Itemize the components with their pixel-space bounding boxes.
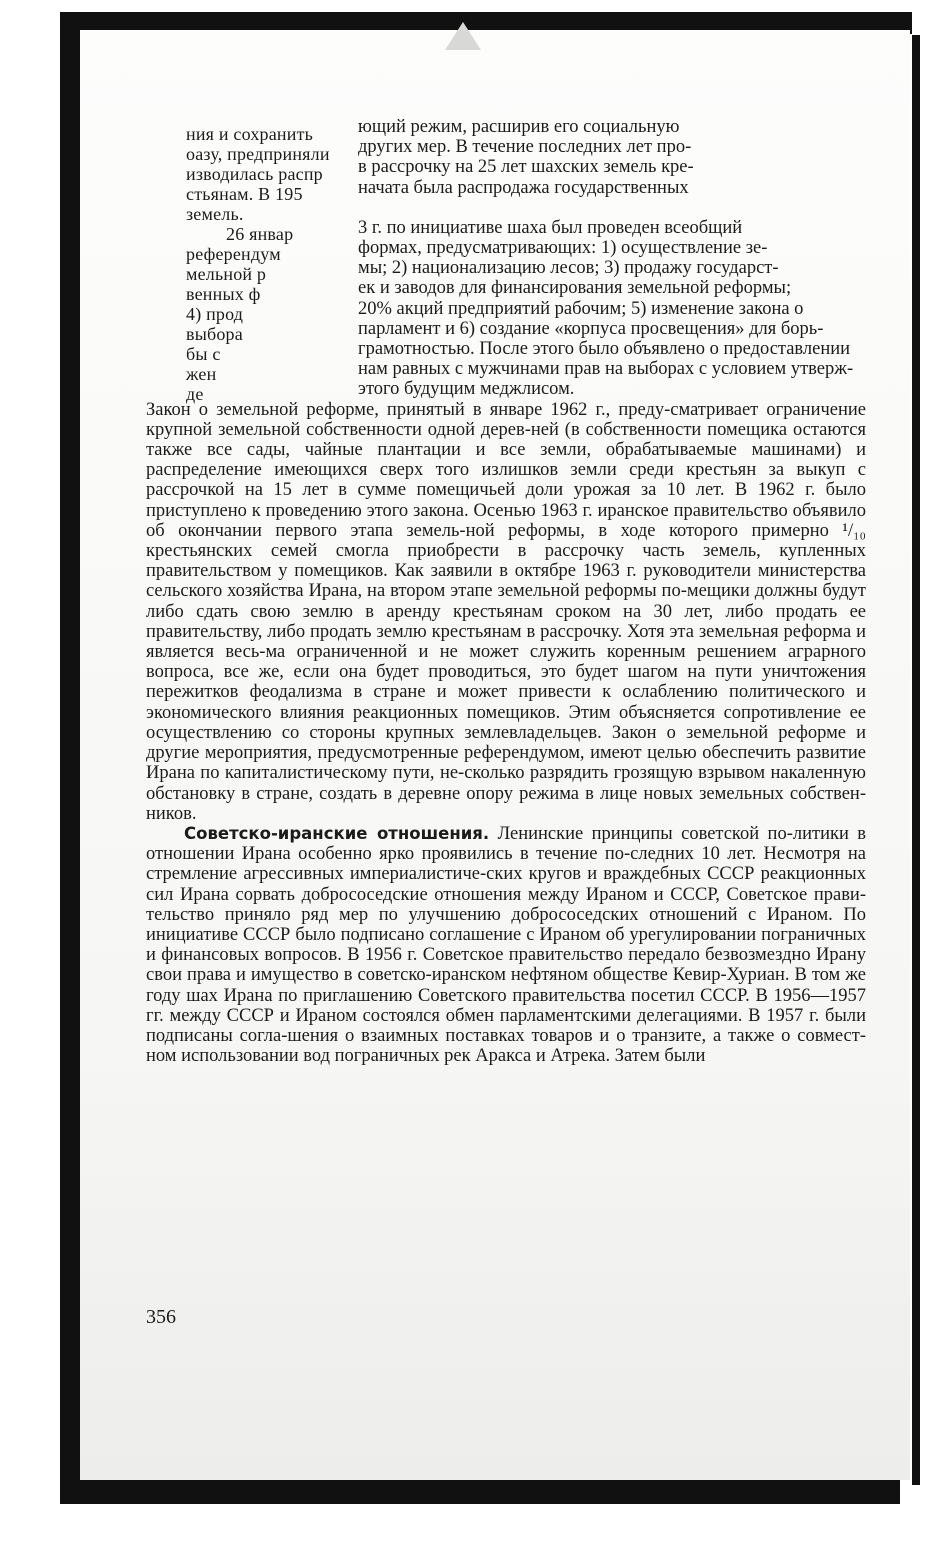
fragment-line: стьянам. В 195 bbox=[186, 184, 303, 204]
section-heading: Советско-иранские отношения. bbox=[184, 823, 490, 843]
text-line: 3 г. по инициативе шаха был проведен всеобщий bbox=[358, 217, 743, 238]
paragraph-body: Ленинские принципы советской по-литики в отношении Ирана особенно ярко проявились в течение по-следних 10 лет. Несмотря на стремление агрессивных империалистиче-ских кругов и враждебных СССР реакционных сил Ирана сорвать добрососедские отношения между Ираном и СССР, Советское прави-тельство приняло ряд мер по улучшению добрососедских отношений с Ираном. По инициативе СССР было подписано соглашение с Ираном об урегулировании пограничных и финансовых вопросов. В 1956 г. Советское правительство передало безвозмездно Ирану свои права и имущество в советско-иранском нефтяном обществе Кевир-Хуриан. В том же году шах Ирана по приглашению Советского правительства посетил СССР. В 1956—1957 гг. между СССР и Ираном состоялся обмен парламентскими делегациями. В 1957 г. были подписаны согла-шения о взаимных поставках товаров и о транзите, а также о совмест-ном использовании вод пограничных рек Аракса и Атрека. Затем были bbox=[146, 823, 866, 1067]
fragment-line: изводилась распр bbox=[186, 164, 323, 184]
fragment-line: бы с bbox=[186, 344, 221, 364]
fragment-line: ния и сохранить bbox=[186, 124, 314, 144]
scan-border-right bbox=[912, 35, 920, 1485]
fragment-line: референдум bbox=[186, 244, 281, 264]
text-line: этого будущим меджлисом. bbox=[358, 379, 575, 400]
fragment-line: мельной р bbox=[186, 264, 267, 284]
paragraph-land-reform: Закон о земельной реформе, принятый в январе 1962 г., преду-сматривает ограничение крупной земельной собственности одной дерев-ней (в собственности помещика остаются также все сады, чайные плантации и все земли, обрабатываемые машинами) и распределение имеющихся сверх того излишков земли среди крестьян за выкуп с рассрочкой на 15 лет в сумме помещичьей доли урожая за 10 лет. В 1962 г. было приступлено к проведению этого закона. Осенью 1963 г. иранское правительство объявило об окончании первого этапа земель-ной реформы, в ходе которого примерно ¹/₁₀ крестьянских семей смогла приобрести в рассрочку часть земель, купленных правительством у помещиков. Как заявили в октябре 1963 г. руководители министерства сельского хозяйства Ирана, на втором этапе земельной реформы по-мещики должны будут либо сдать свою землю в аренду крестьянам сроком на 30 лет, либо продать ее правительству, либо продать землю крестьянам в рассрочку. Хотя эта земельная реформа и является весь-ма ограниченной и не может служить коренным решением аграрного вопроса, все же, если она будет проводиться, это будет шагом на пути уничтожения пережитков феодализма в стране и может привести к ослаблению политического и экономического влияния реакционных помещиков. Этим объясняется сопротивление ее осуществлению со стороны крупных землевладельцев. Закон о земельной реформе и другие мероприятия, предусмотренные референдумом, имеют целью обеспечить развитие Ирана по капиталистическому пути, не-сколько разрядить грозящую взрывом накаленную обстановку в стране, создать в деревне опору режима в лице новых земельных собствен-ников. bbox=[146, 399, 866, 824]
body-text bbox=[146, 117, 866, 1066]
text-line: формах, предусматривающих: 1) осуществление зе- bbox=[358, 238, 768, 259]
text-line: других мер. В течение последних лет про- bbox=[358, 137, 692, 158]
text-line: ющий режим, расширив его социальную bbox=[358, 117, 680, 137]
fragment-line: де bbox=[186, 384, 204, 404]
fragment-line: выбора bbox=[186, 324, 243, 344]
text-line: нам равных с мужчинами прав на выборах с условием утверж- bbox=[358, 359, 854, 380]
folded-corner bbox=[445, 22, 481, 50]
fragment-line: венных ф bbox=[186, 284, 261, 304]
fragment-line: 26 январ bbox=[226, 224, 294, 244]
text-line: ек и заводов для финансирования земельной реформы; bbox=[358, 278, 792, 299]
fragment-line: 4) прод bbox=[186, 304, 244, 324]
fragment-line: земель. bbox=[186, 204, 244, 224]
fragment-line: жен bbox=[186, 364, 217, 384]
page-number: 356 bbox=[146, 1306, 176, 1328]
text-line: мы; 2) национализацию лесов; 3) продажу государст- bbox=[358, 258, 779, 279]
text-line: 20% акций предприятий рабочим; 5) изменение закона о bbox=[358, 298, 804, 319]
text-line: в рассрочку на 25 лет шахских земель кре- bbox=[358, 157, 694, 178]
scan-border-bottom bbox=[60, 1478, 900, 1504]
text-line bbox=[146, 198, 866, 218]
text-line: начата была распродажа государственных bbox=[358, 177, 689, 198]
text-line: грамотностью. После этого было объявлено о предоставлении bbox=[358, 339, 851, 360]
scan-border-left bbox=[60, 12, 82, 1502]
text-line: парламент и 6) создание «корпуса просвещения» для борь- bbox=[358, 318, 824, 339]
paragraph-soviet-iranian-relations bbox=[146, 824, 866, 1066]
fragment-line: оазу, предприняли bbox=[186, 144, 330, 164]
